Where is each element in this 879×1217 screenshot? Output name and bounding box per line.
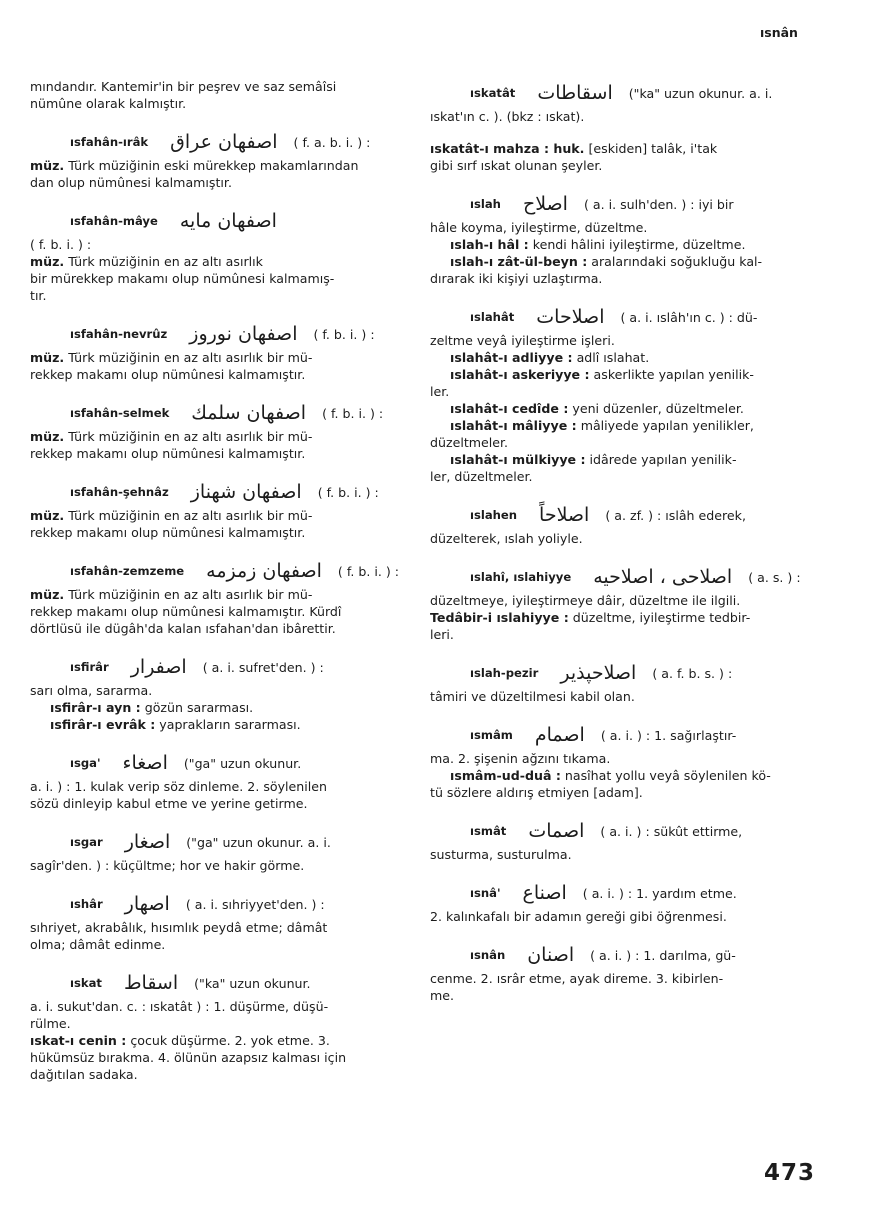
definition-line [430, 846, 806, 863]
definition-text: olma; dâmât edinme. [30, 937, 166, 952]
headword: ısga' [70, 755, 101, 770]
ottoman-script: اصلاح [522, 192, 568, 215]
dictionary-entry [30, 748, 404, 812]
definition-line [30, 795, 404, 812]
definition-line [30, 857, 404, 874]
headword-line [30, 127, 404, 157]
definition-text: gibi sırf ıskat olunan şeyler. [430, 158, 603, 173]
headword: ıslah [470, 196, 501, 211]
definition-text: zeltme veyâ iyileştirme işleri. [430, 333, 615, 348]
usage-label: müz. [30, 254, 65, 269]
definition-text: rülme. [30, 1016, 71, 1031]
definition-line [430, 908, 806, 925]
headword-line [30, 827, 404, 857]
subentry-line [430, 451, 806, 468]
dictionary-entry [430, 658, 806, 705]
headword: ısfahân-selmek [70, 405, 170, 420]
dictionary-entry [30, 206, 404, 304]
headword-line [430, 302, 806, 332]
headword-line [430, 658, 806, 688]
headword: ısgar [70, 834, 103, 849]
dictionary-entry [430, 562, 806, 643]
headword: ısfirâr [70, 659, 109, 674]
headword-line [430, 720, 806, 750]
subentry-headword: ıslah-ı hâl : [450, 237, 529, 252]
definition-text: kendi hâlini iyileştirme, düzeltme. [528, 237, 746, 252]
definition-line [30, 366, 404, 383]
definition-line [430, 332, 806, 349]
headword: ısfahân-mâye [70, 213, 158, 228]
usage-label: Tedâbir-i ıslahiyye : [430, 610, 569, 625]
definition-text: Türk müziğinin en az altı asırlık [64, 254, 263, 269]
headword: ısfahân-nevrûz [70, 326, 168, 341]
running-head: ısnân [760, 25, 798, 40]
definition-line [430, 219, 806, 236]
definition-line [30, 936, 404, 953]
etymology-info: ( f. a. b. i. ) : [293, 134, 371, 150]
definition-line [430, 383, 806, 400]
definition-text: a. i. ) : 1. kulak verip söz dinleme. 2. söylenilen [30, 779, 328, 794]
headword: ısmât [470, 823, 507, 838]
ottoman-script: اصمام [534, 723, 585, 746]
definition-text: 2. kalınkafalı bir adamın gereği gibi öğrenmesi. [430, 909, 727, 924]
definition-text: leri. [430, 627, 454, 642]
dictionary-entry [430, 878, 806, 925]
dictionary-entry [430, 816, 806, 863]
definition-text: ıskat'ın c. ). (bkz : ıskat). [430, 109, 585, 124]
definition-text: sarı olma, sararma. [30, 683, 153, 698]
definition-line [30, 586, 404, 603]
definition-text: gözün sararması. [140, 700, 254, 715]
subentry-headword: ıslahât-ı mâliyye : [450, 418, 577, 433]
definition-text: nasîhat yollu veyâ söylenilen kö- [560, 768, 771, 783]
definition-text: yeni düzenler, düzeltmeler. [568, 401, 744, 416]
headword: ısmâm [470, 727, 513, 742]
etymology-info: ( a. i. ) : 1. darılma, gü- [590, 947, 736, 963]
definition-line [30, 1015, 404, 1032]
etymology-info: ( a. s. ) : [748, 569, 801, 585]
definition-text: bir mürekkep makamı olup nümûnesi kalmamış- [30, 271, 335, 286]
definition-line [430, 530, 806, 547]
subentry-line [30, 699, 404, 716]
etymology-info: ( a. i. sufret'den. ) : [202, 659, 324, 675]
dictionary-entry [430, 500, 806, 547]
etymology-info: ( a. i. ) : sükût ettirme, [600, 823, 743, 839]
headword: ısfahân-ırâk [70, 134, 149, 149]
etymology-info: ("ga" uzun okunur. [183, 755, 302, 771]
usage-label: ıskatât-ı mahza : huk. [430, 141, 585, 156]
definition-text: sıhriyet, akrabâlık, hısımlık peydâ etme; dâmât [30, 920, 328, 935]
subentry-headword: ısfirâr-ı ayn : [50, 700, 141, 715]
definition-text: rekkep makamı olup nümûnesi kalmamıştır. [30, 525, 306, 540]
etymology-info: ( f. b. i. ) : [313, 326, 375, 342]
definition-text: Türk müziğinin en az altı asırlık bir mü- [64, 429, 313, 444]
etymology-info: ( f. b. i. ) : [337, 563, 400, 579]
definition-line [30, 270, 404, 287]
definition-text: me. [430, 988, 455, 1003]
definition-text: Türk müziğinin en az altı asırlık bir mü- [64, 587, 313, 602]
dictionary-entry [30, 127, 404, 191]
continued-line: nümûne olarak kalmıştır. [30, 96, 187, 111]
etymology-info: ( a. f. b. s. ) : [652, 665, 733, 681]
definition-text: Türk müziğinin en az altı asırlık bir mü- [64, 350, 313, 365]
ottoman-script: اصنان [527, 943, 575, 966]
definition-line [30, 1049, 404, 1066]
usage-label: müz. [30, 158, 65, 173]
dictionary-entry [430, 940, 806, 1004]
definition-text: dağıtılan sadaka. [30, 1067, 138, 1082]
definition-line [430, 140, 806, 157]
definition-text: rekkep makamı olup nümûnesi kalmamıştır. Kürdî [30, 604, 342, 619]
subentry-headword: ıslah-ı zât-ül-beyn : [450, 254, 588, 269]
dictionary-block [30, 78, 404, 112]
headword: ıshâr [70, 896, 103, 911]
ottoman-script: اصلاحپذير [560, 661, 637, 684]
dictionary-entry [30, 968, 404, 1083]
definition-text: tâmiri ve düzeltilmesi kabil olan. [430, 689, 635, 704]
dictionary-entry [430, 78, 806, 125]
definition-line [430, 270, 806, 287]
definition-text: yaprakların sararması. [155, 717, 301, 732]
dictionary-entry [430, 720, 806, 801]
definition-text: rekkep makamı olup nümûnesi kalmamıştır. [30, 367, 306, 382]
headword: ısnân [470, 947, 506, 962]
dictionary-entry [30, 889, 404, 953]
headword-line [430, 78, 806, 108]
definition-text: [eskiden] talâk, i'tak [584, 141, 718, 156]
definition-text: mâliyede yapılan yenilikler, [576, 418, 754, 433]
definition-text: tü sözlere aldırış etmiyen [adam]. [430, 785, 643, 800]
headword-line [30, 556, 404, 586]
headword: ıslahât [470, 309, 515, 324]
definition-text: cenme. 2. ısrâr etme, ayak direme. 3. kibirlen- [430, 971, 724, 986]
left-column [30, 78, 404, 1083]
ottoman-script: اصفهان شهناز [190, 480, 302, 503]
etymology-info: ( a. i. sulh'den. ) : iyi bir [583, 196, 734, 212]
dictionary-entry [30, 556, 404, 637]
ottoman-script: اصفرار [130, 655, 187, 678]
definition-text: adlî ıslahat. [572, 350, 650, 365]
etymology-info: ( a. i. ) : 1. yardım etme. [582, 885, 737, 901]
dictionary-entry [30, 319, 404, 383]
headword-line [30, 477, 404, 507]
etymology-info: ( a. i. ıslâh'ın c. ) : dü- [620, 309, 758, 325]
usage-label: müz. [30, 429, 65, 444]
right-column [430, 78, 806, 1004]
headword: ıslahen [470, 507, 518, 522]
etymology-info: ( a. zf. ) : ıslâh ederek, [605, 507, 746, 523]
definition-text: düzeltmeler. [430, 435, 509, 450]
usage-label: müz. [30, 350, 65, 365]
definition-line [30, 620, 404, 637]
definition-text: Türk müziğinin en az altı asırlık bir mü- [64, 508, 313, 523]
etymology-info: ("ga" uzun okunur. a. i. [186, 834, 331, 850]
headword-line [430, 816, 806, 846]
dictionary-entry [30, 477, 404, 541]
definition-line [430, 688, 806, 705]
definition-text: ma. 2. şişenin ağzını tıkama. [430, 751, 611, 766]
headword-line [30, 968, 404, 998]
definition-text: ( f. b. i. ) : [30, 237, 96, 252]
definition-line [30, 287, 404, 304]
definition-line [430, 108, 806, 125]
headword-line [30, 319, 404, 349]
ottoman-script: اصهار [124, 892, 170, 915]
ottoman-script: اصفهان عراق [170, 130, 278, 153]
page-number: 473 [764, 1160, 816, 1186]
definition-line [430, 750, 806, 767]
definition-text: susturma, susturulma. [430, 847, 572, 862]
definition-text: Türk müziğinin eski mürekkep makamlarından [64, 158, 359, 173]
ottoman-script: اسقاطات [537, 81, 613, 104]
definition-line [430, 609, 806, 626]
definition-line [430, 468, 806, 485]
subentry-headword: ıslahât-ı cedîde : [450, 401, 569, 416]
ottoman-script: اصلاحى ، اصلاحيه [593, 565, 733, 588]
subentry-headword: ısfirâr-ı evrâk : [50, 717, 156, 732]
definition-line [30, 603, 404, 620]
subentry-line [430, 253, 806, 270]
definition-line [30, 428, 404, 445]
definition-text: askerlikte yapılan yenilik- [589, 367, 754, 382]
definition-text: düzeltmeye, iyileştirmeye dâir, düzeltme ile ilgili. [430, 593, 741, 608]
definition-text: idârede yapılan yenilik- [585, 452, 737, 467]
definition-line [30, 507, 404, 524]
definition-text: rekkep makamı olup nümûnesi kalmamıştır. [30, 446, 306, 461]
dictionary-entry [30, 652, 404, 733]
subentry-line [430, 417, 806, 434]
definition-text: çocuk düşürme. 2. yok etme. 3. [126, 1033, 330, 1048]
headword-line [430, 562, 806, 592]
definition-line [30, 524, 404, 541]
headword: ısnâ' [470, 885, 501, 900]
subentry-line [430, 349, 806, 366]
definition-line [30, 445, 404, 462]
headword-line [30, 398, 404, 428]
definition-line [430, 987, 806, 1004]
definition-text: hâle koyma, iyileştirme, düzeltme. [430, 220, 648, 235]
definition-text: dırarak iki kişiyi uzlaştırma. [430, 271, 603, 286]
ottoman-script: اصفهان زمزمه [206, 559, 322, 582]
definition-text: aralarındaki soğukluğu kal- [587, 254, 763, 269]
ottoman-script: اصفهان مايه [179, 209, 277, 232]
definition-line [30, 778, 404, 795]
subentry-line [430, 366, 806, 383]
definition-text: düzeltme, iyileştirme tedbir- [568, 610, 751, 625]
dictionary-entry [30, 827, 404, 874]
ottoman-script: اسقاط [123, 971, 179, 994]
etymology-info: ("ka" uzun okunur. a. i. [628, 85, 773, 101]
subentry-headword: ıslahât-ı adliyye : [450, 350, 573, 365]
headword-line [430, 500, 806, 530]
definition-text: dan olup nümûnesi kalmamıştır. [30, 175, 232, 190]
definition-text: ler, düzeltmeler. [430, 469, 533, 484]
ottoman-script: اصغاء [122, 751, 168, 774]
ottoman-script: اصفهان سلمك [191, 401, 307, 424]
headword-line [430, 878, 806, 908]
headword: ıskatât [470, 85, 516, 100]
dictionary-block [430, 140, 806, 174]
subentry-headword: ıslahât-ı askeriyye : [450, 367, 590, 382]
definition-line [430, 784, 806, 801]
headword: ısfahân-şehnâz [70, 484, 169, 499]
headword-line [30, 206, 404, 236]
headword: ıskat [70, 975, 102, 990]
subentry-headword: ıslahât-ı mülkiyye : [450, 452, 586, 467]
headword-line [30, 748, 404, 778]
definition-text: düzelterek, ıslah yoliyle. [430, 531, 583, 546]
definition-line [30, 1032, 404, 1049]
definition-text: sözü dinleyip kabul etme ve yerine getirme. [30, 796, 308, 811]
definition-line [430, 626, 806, 643]
headword: ıslahî, ıslahiyye [470, 569, 572, 584]
definition-line [430, 970, 806, 987]
headword: ısfahân-zemzeme [70, 563, 185, 578]
etymology-info: ( a. i. sıhriyyet'den. ) : [185, 896, 325, 912]
definition-line [30, 236, 404, 253]
headword: ıslah-pezir [470, 665, 539, 680]
dictionary-entry [430, 189, 806, 287]
definition-text: dörtlüsü ile dügâh'da kalan ısfahan'dan ibârettir. [30, 621, 336, 636]
ottoman-script: اصفهان نوروز [189, 322, 298, 345]
usage-label: ıskat-ı cenin : [30, 1033, 127, 1048]
ottoman-script: اصناع [522, 881, 567, 904]
ottoman-script: اصمات [528, 819, 585, 842]
etymology-info: ( a. i. ) : 1. sağırlaştır- [600, 727, 737, 743]
definition-text: a. i. sukut'dan. c. : ıskatât ) : 1. düşürme, düşü- [30, 999, 329, 1014]
subentry-line [430, 400, 806, 417]
usage-label: müz. [30, 508, 65, 523]
definition-line [430, 157, 806, 174]
headword-line [430, 189, 806, 219]
definition-line [30, 253, 404, 270]
definition-text: hükümsüz bırakma. 4. ölünün azapsız kalması için [30, 1050, 347, 1065]
definition-text: sagîr'den. ) : küçültme; hor ve hakir görme. [30, 858, 305, 873]
ottoman-script: اصلاحات [536, 305, 605, 328]
headword-line [430, 940, 806, 970]
definition-line [30, 349, 404, 366]
definition-line [30, 1066, 404, 1083]
definition-line [30, 157, 404, 174]
usage-label: müz. [30, 587, 65, 602]
definition-text: ler. [430, 384, 450, 399]
definition-line [30, 998, 404, 1015]
definition-line [30, 682, 404, 699]
definition-text: tır. [30, 288, 47, 303]
ottoman-script: اصلاحاً [539, 503, 590, 526]
dictionary-entry [30, 398, 404, 462]
headword-line [30, 652, 404, 682]
definition-line [30, 174, 404, 191]
etymology-info: ( f. b. i. ) : [322, 405, 384, 421]
continued-line: mındandır. Kantemir'in bir peşrev ve saz semâîsi [30, 79, 337, 94]
definition-line [430, 592, 806, 609]
headword-line [30, 889, 404, 919]
subentry-line [30, 716, 404, 733]
definition-line [430, 434, 806, 451]
dictionary-entry [430, 302, 806, 485]
subentry-headword: ısmâm-ud-duâ : [450, 768, 561, 783]
etymology-info: ("ka" uzun okunur. [194, 975, 311, 991]
subentry-line [430, 767, 806, 784]
subentry-line [430, 236, 806, 253]
ottoman-script: اصغار [124, 830, 171, 853]
etymology-info: ( f. b. i. ) : [317, 484, 379, 500]
definition-line [30, 919, 404, 936]
